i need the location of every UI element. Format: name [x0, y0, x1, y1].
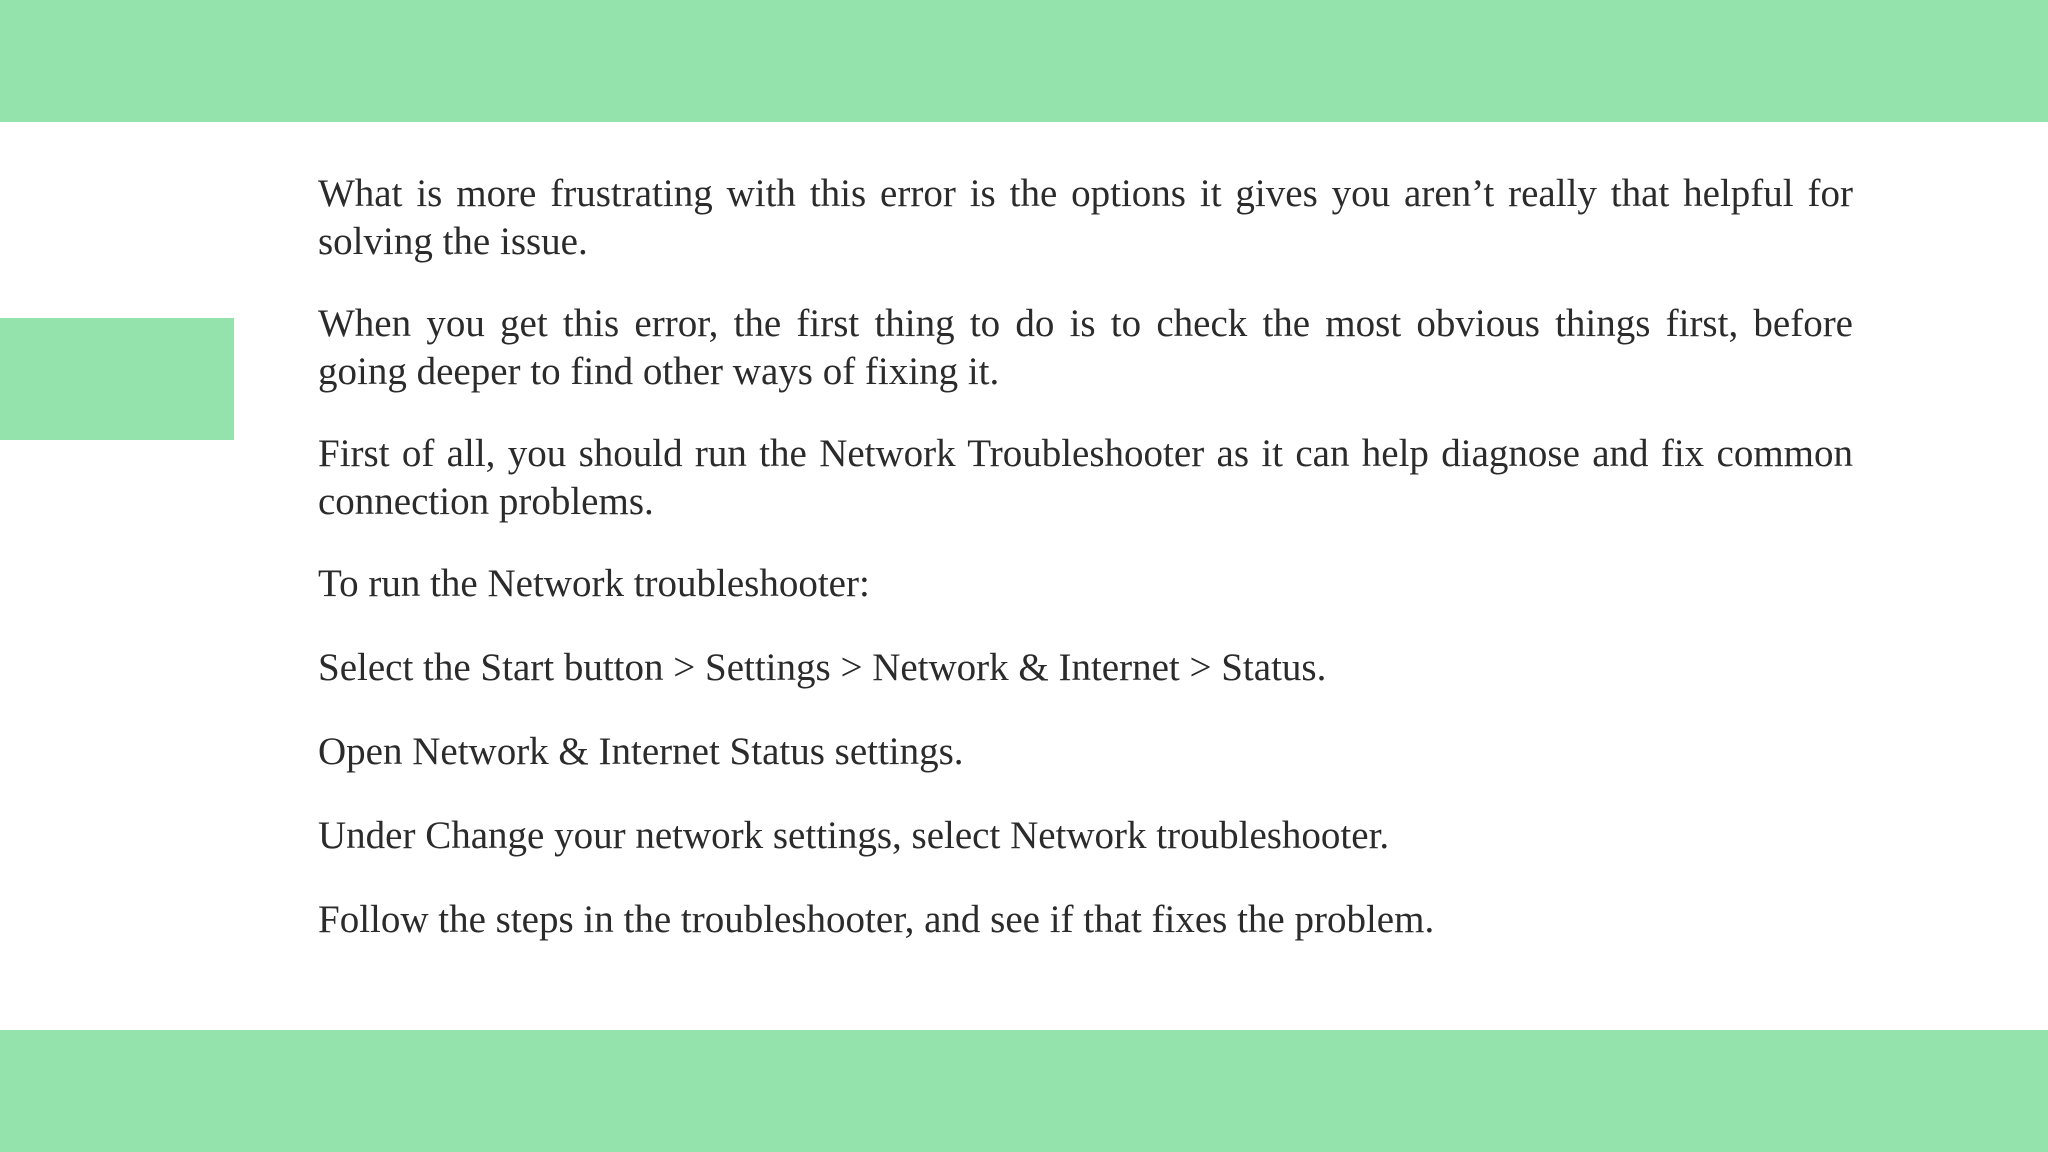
top-accent-band	[0, 0, 2048, 122]
paragraph-run-troubleshooter: First of all, you should run the Network Troubleshooter as it can help diagnose and fix common connection problems.	[318, 432, 1853, 523]
paragraph-steps-intro: To run the Network troubleshooter:	[318, 562, 870, 605]
paragraph-step-open-settings: Open Network & Internet Status settings.	[318, 730, 964, 773]
slide-text-body	[318, 170, 1853, 980]
paragraph-step-select-troubleshooter: Under Change your network settings, select Network troubleshooter.	[318, 814, 1390, 857]
paragraph-check-obvious: When you get this error, the first thing to do is to check the most obvious things first, before going deeper to find other ways of fixing it.	[318, 302, 1853, 393]
paragraph-step-select-start: Select the Start button > Settings > Network & Internet > Status.	[318, 646, 1327, 689]
bottom-accent-band	[0, 1030, 2048, 1152]
paragraph-error-frustration: What is more frustrating with this error is the options it gives you aren’t really that helpful for solving the issue.	[318, 172, 1853, 263]
side-accent-block	[0, 318, 234, 440]
paragraph-step-follow: Follow the steps in the troubleshooter, and see if that fixes the problem.	[318, 898, 1435, 941]
